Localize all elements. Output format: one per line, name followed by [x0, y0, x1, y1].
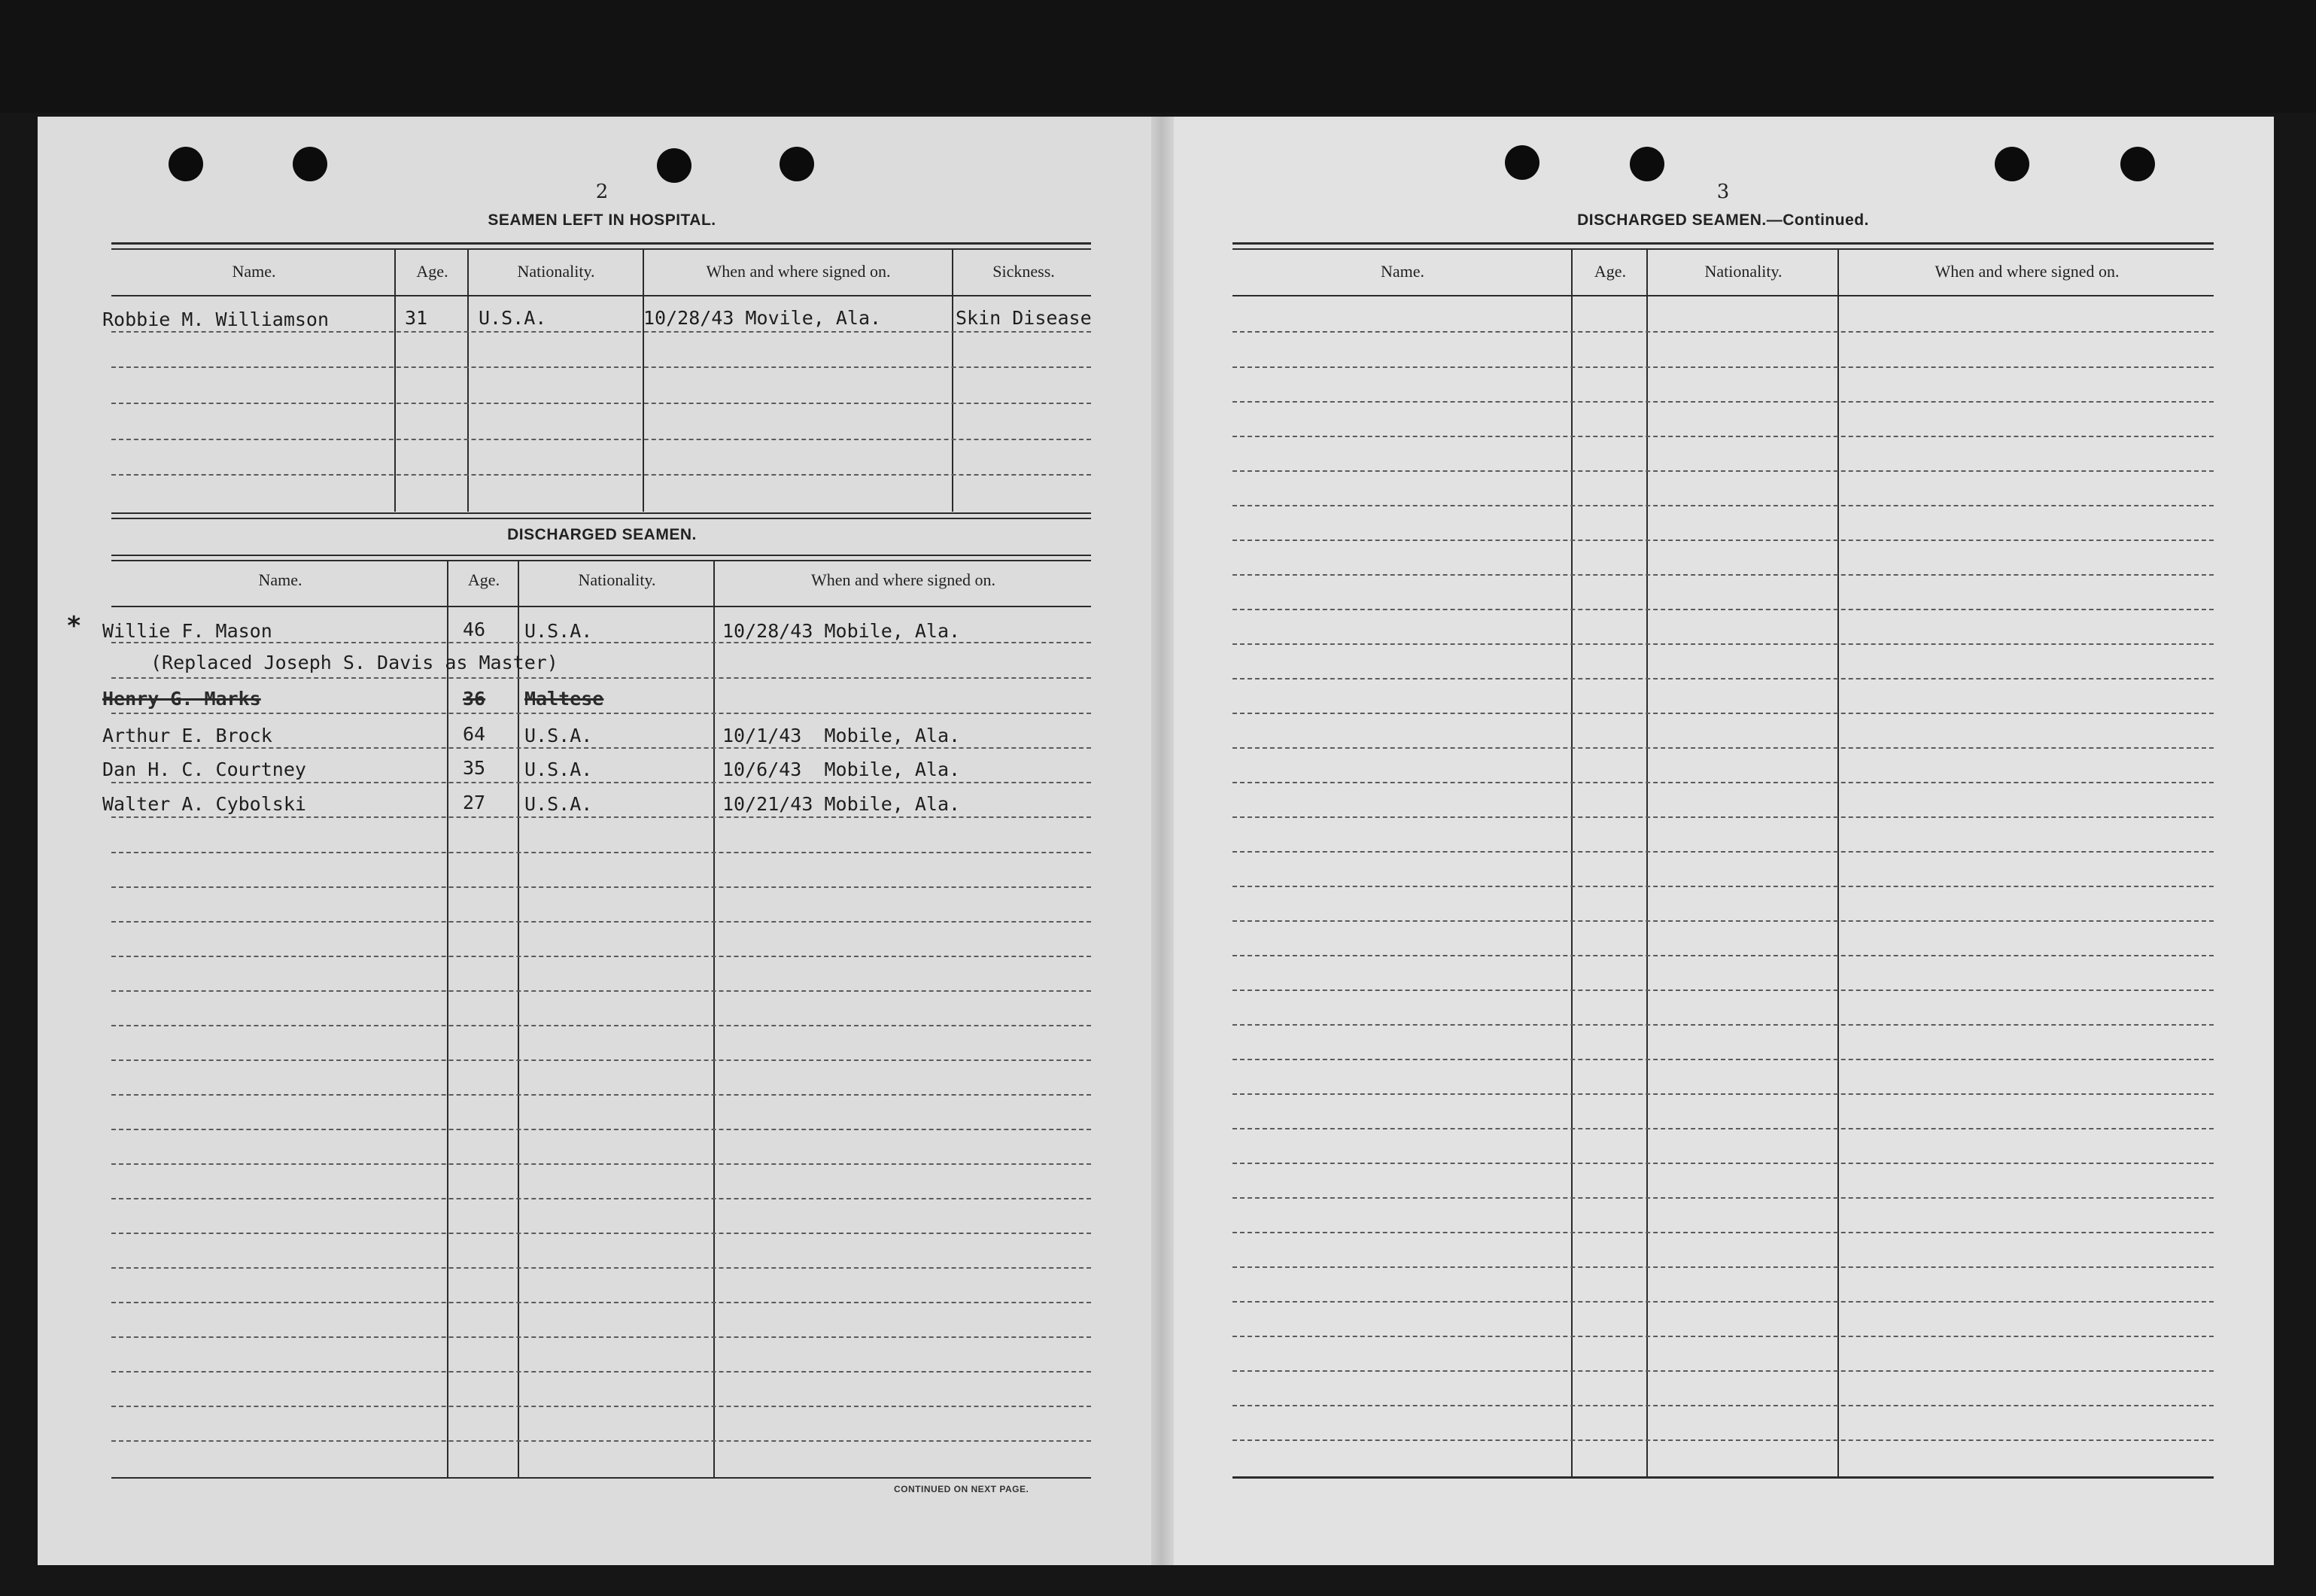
column-header-signed-on: When and where signed on.: [706, 262, 891, 281]
column-header-age: Age.: [467, 570, 500, 589]
column-header-age: Age.: [416, 262, 448, 281]
right-page: [1166, 117, 2274, 1565]
column-header-name: Name.: [258, 570, 302, 589]
discharged-row-name: Dan H. C. Courtney: [102, 758, 306, 780]
scanner-background: [0, 0, 2316, 113]
binder-hole: [1630, 147, 1664, 181]
discharged-row-age: 27: [463, 792, 486, 813]
struck-out-name: Henry G. Marks: [102, 688, 261, 710]
column-header-age: Age.: [1594, 262, 1627, 281]
discharged-row-signed-on: 10/28/43 Mobile, Ala.: [722, 620, 961, 642]
hospital-row-nationality: U.S.A.: [479, 307, 547, 329]
discharged-row-name: Walter A. Cybolski: [102, 793, 306, 815]
page-number: 3: [1716, 181, 1730, 203]
hospital-section-title: SEAMEN LEFT IN HOSPITAL.: [488, 211, 716, 229]
column-header-signed-on: When and where signed on.: [811, 570, 995, 589]
column-header-signed-on: When and where signed on.: [1935, 262, 2120, 281]
page-gutter: [1151, 117, 1174, 1565]
discharged-row-nationality: U.S.A.: [524, 758, 593, 780]
discharged-row-signed-on: 10/1/43 Mobile, Ala.: [722, 725, 961, 746]
binder-hole: [657, 148, 691, 183]
discharged-row-note: (Replaced Joseph S. Davis as Master): [150, 652, 558, 673]
binder-hole: [780, 147, 814, 181]
discharged-row-signed-on: 10/6/43 Mobile, Ala.: [722, 758, 961, 780]
binder-hole: [1505, 145, 1539, 180]
discharged-row-name: Arthur E. Brock: [102, 725, 272, 746]
binder-hole: [293, 147, 327, 181]
column-header-name: Name.: [232, 262, 276, 281]
binder-hole: [169, 147, 203, 181]
column-header-sickness: Sickness.: [992, 262, 1055, 281]
column-header-nationality: Nationality.: [517, 262, 595, 281]
hospital-row-age: 31: [405, 307, 428, 329]
hospital-row-signed-on: 10/28/43 Movile, Ala.: [643, 307, 882, 329]
page-number: 2: [595, 181, 609, 203]
discharged-row-nationality: U.S.A.: [524, 793, 593, 815]
hospital-row-name: Robbie M. Williamson: [102, 309, 330, 330]
discharged-section-title: DISCHARGED SEAMEN.: [507, 526, 697, 543]
discharged-row-signed-on: 10/21/43 Mobile, Ala.: [722, 793, 961, 815]
discharged-row-age: 64: [463, 723, 486, 745]
struck-out-nationality: Maltese: [524, 688, 604, 710]
continued-note: CONTINUED ON NEXT PAGE.: [894, 1484, 1029, 1494]
column-header-nationality: Nationality.: [1704, 262, 1783, 281]
binder-hole: [1995, 147, 2029, 181]
discharged-row-nationality: U.S.A.: [524, 725, 593, 746]
discharged-row-name: Willie F. Mason: [102, 620, 272, 642]
discharged-row-age: 35: [463, 757, 486, 779]
column-header-nationality: Nationality.: [578, 570, 656, 589]
struck-out-age: 36: [463, 688, 486, 710]
discharged-row-nationality: U.S.A.: [524, 620, 593, 642]
hospital-row-sickness: Skin Disease: [956, 307, 1092, 329]
discharged-row-age: 46: [463, 619, 486, 640]
binder-hole: [2120, 147, 2155, 181]
asterisk-mark: *: [66, 611, 82, 641]
column-header-name: Name.: [1380, 262, 1425, 281]
left-page: [38, 117, 1166, 1565]
continued-section-title: DISCHARGED SEAMEN.—Continued.: [1577, 211, 1869, 229]
